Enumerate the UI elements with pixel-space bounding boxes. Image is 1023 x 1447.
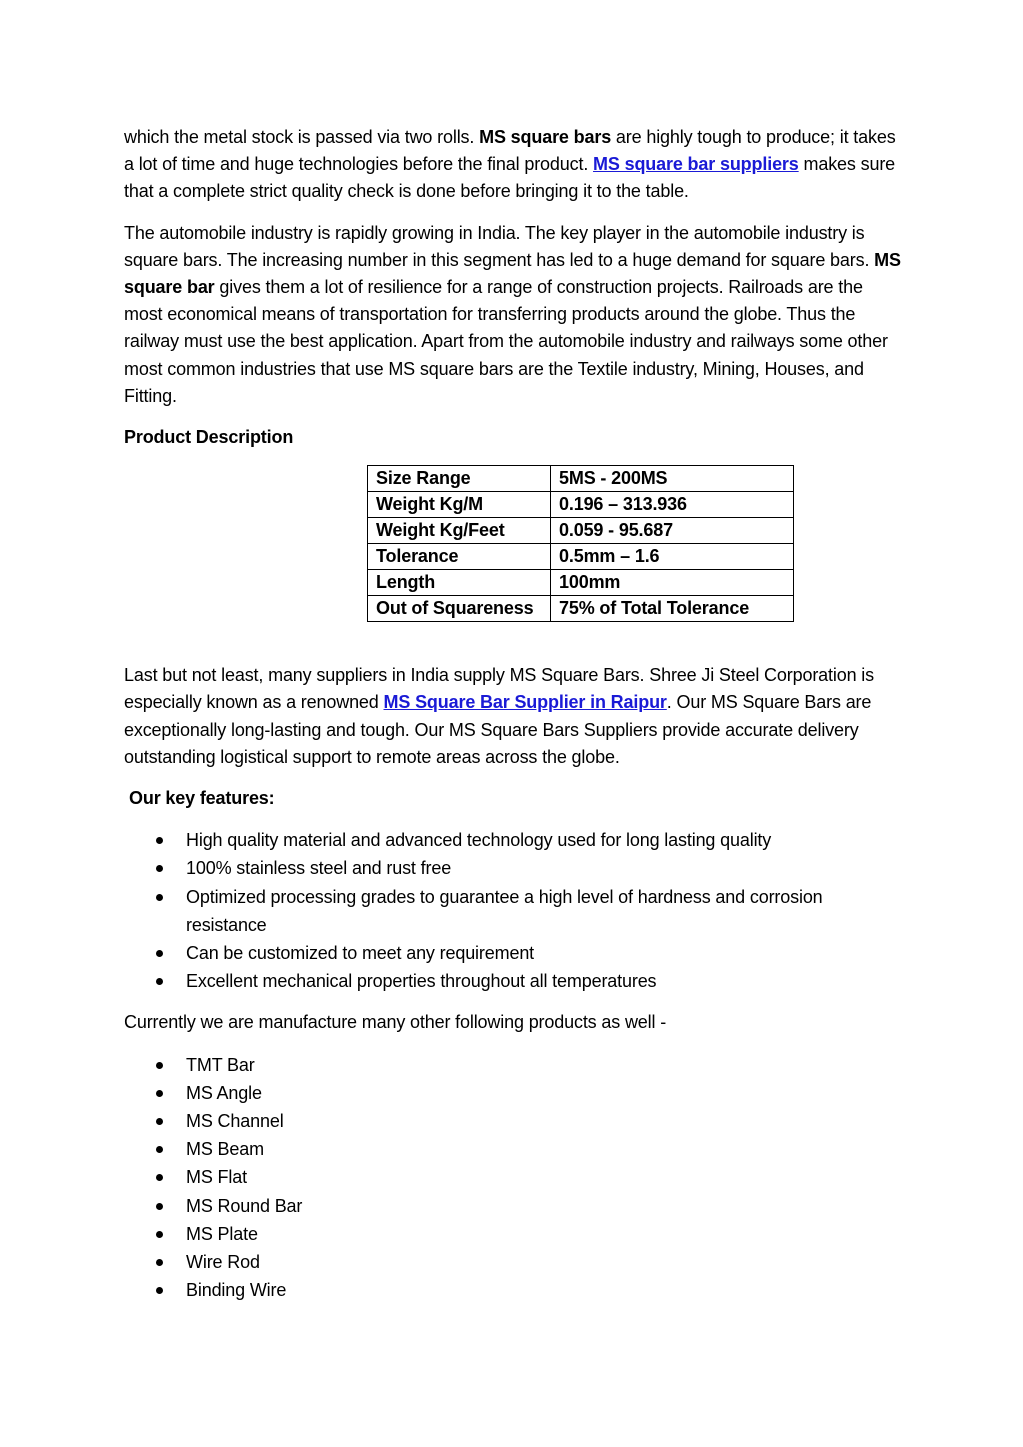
table-cell-value: 75% of Total Tolerance: [551, 596, 794, 622]
table-cell-label: Out of Squareness: [368, 596, 551, 622]
table-row: [368, 544, 794, 570]
paragraph-automobile: [124, 220, 904, 410]
products-list: [124, 1051, 904, 1305]
list-item: [124, 967, 904, 995]
table-cell-label: Weight Kg/Feet: [368, 518, 551, 544]
bullet-icon: [156, 1259, 163, 1266]
bullet-icon: [156, 1174, 163, 1181]
table-cell-value: 5MS - 200MS: [551, 466, 794, 492]
list-item-text: High quality material and advanced technology used for long lasting quality: [186, 830, 772, 851]
list-item: [124, 1192, 904, 1220]
table-cell-value: 0.5mm – 1.6: [551, 544, 794, 570]
paragraph-text: are highly tough to produce; it takes a lot of time and huge technologies before the final product.: [124, 127, 896, 175]
table-row: [368, 466, 794, 492]
list-item-text: MS Flat: [186, 1167, 247, 1188]
list-item: [124, 1163, 904, 1191]
paragraph-text: Last but not least, many suppliers in India supply MS Square Bars. Shree Ji Steel Corporation is especially known as a renowned: [124, 665, 874, 713]
table-cell-value: 0.196 – 313.936: [551, 492, 794, 518]
table-cell-label: Weight Kg/M: [368, 492, 551, 518]
list-item-text: Binding Wire: [186, 1280, 287, 1301]
bullet-icon: [156, 837, 163, 844]
list-item-text: MS Plate: [186, 1223, 258, 1244]
bullet-icon: [156, 1203, 163, 1210]
bold-term: MS square bar: [124, 249, 901, 298]
list-item: [124, 939, 904, 967]
table-cell-value: 100mm: [551, 570, 794, 596]
paragraph-text: gives them a lot of resilience for a range of construction projects. Railroads are the most economical means of transportation for transferring products around the globe. Thus the railway must use the best application. Apart from the automobile industry and railways some other most common industries that use MS square bars are the Textile industry, Mining, Houses, and Fitting.: [124, 277, 888, 406]
paragraph-suppliers: [124, 662, 904, 771]
table-row: [368, 596, 794, 622]
paragraph-text: makes sure that a complete strict quality check is done before bringing it to the table.: [124, 154, 896, 202]
list-item: [124, 1107, 904, 1135]
bullet-icon: [156, 865, 163, 872]
list-item-text: MS Channel: [186, 1111, 284, 1132]
bullet-icon: [156, 1287, 163, 1294]
products-intro: Currently we are manufacture many other following products as well -: [124, 1012, 667, 1033]
list-item-text: Can be customized to meet any requirement: [186, 943, 535, 964]
list-item: [124, 854, 904, 882]
list-item-text: Optimized processing grades to guarantee a high level of hardness and corrosion resistance: [186, 886, 823, 935]
table-row: [368, 570, 794, 596]
list-item-text: TMT Bar: [186, 1054, 255, 1075]
list-item-text: Wire Rod: [186, 1252, 260, 1273]
list-item-text: MS Round Bar: [186, 1195, 303, 1216]
product-spec-table: [367, 465, 794, 622]
list-item: [124, 826, 904, 854]
list-item-text: 100% stainless steel and rust free: [186, 858, 452, 879]
list-item: [124, 1051, 904, 1079]
product-description-heading: Product Description: [124, 427, 294, 448]
bullet-icon: [156, 1146, 163, 1153]
table-row: [368, 492, 794, 518]
list-item: [124, 1135, 904, 1163]
bullet-icon: [156, 950, 163, 957]
list-item-text: MS Beam: [186, 1139, 264, 1160]
list-item-text: MS Angle: [186, 1082, 262, 1103]
table-row: [368, 518, 794, 544]
list-item: [124, 1248, 904, 1276]
list-item: [124, 1276, 904, 1304]
key-features-heading: Our key features:: [129, 788, 275, 809]
bold-term: MS square bars: [479, 127, 612, 147]
paragraph-text: . Our MS Square Bars are exceptionally long-lasting and tough. Our MS Square Bars Suppliers provide accurate delivery outstanding logistical support to remote areas across the globe.: [124, 692, 872, 767]
bullet-icon: [156, 894, 163, 901]
list-item: [124, 1220, 904, 1248]
table-cell-label: Tolerance: [368, 544, 551, 570]
bullet-icon: [156, 978, 163, 985]
table-cell-value: 0.059 - 95.687: [551, 518, 794, 544]
ms-square-bar-suppliers-link[interactable]: MS square bar suppliers: [593, 154, 799, 175]
bullet-icon: [156, 1231, 163, 1238]
list-item: [124, 883, 904, 939]
bullet-icon: [156, 1118, 163, 1125]
bullet-icon: [156, 1062, 163, 1069]
ms-square-bar-supplier-raipur-link[interactable]: MS Square Bar Supplier in Raipur: [383, 692, 667, 713]
paragraph-text: which the metal stock is passed via two rolls.: [124, 127, 480, 147]
list-item: [124, 1079, 904, 1107]
list-item-text: Excellent mechanical properties throughout all temperatures: [186, 971, 657, 992]
key-features-list: [124, 826, 904, 995]
paragraph-text: The automobile industry is rapidly growing in India. The key player in the automobile industry is square bars. The increasing number in this segment has led to a huge demand for square bars.: [124, 222, 875, 270]
document-page: [124, 124, 904, 1319]
bullet-icon: [156, 1090, 163, 1097]
paragraph-intro: [124, 124, 904, 206]
table-cell-label: Size Range: [368, 466, 551, 492]
table-cell-label: Length: [368, 570, 551, 596]
